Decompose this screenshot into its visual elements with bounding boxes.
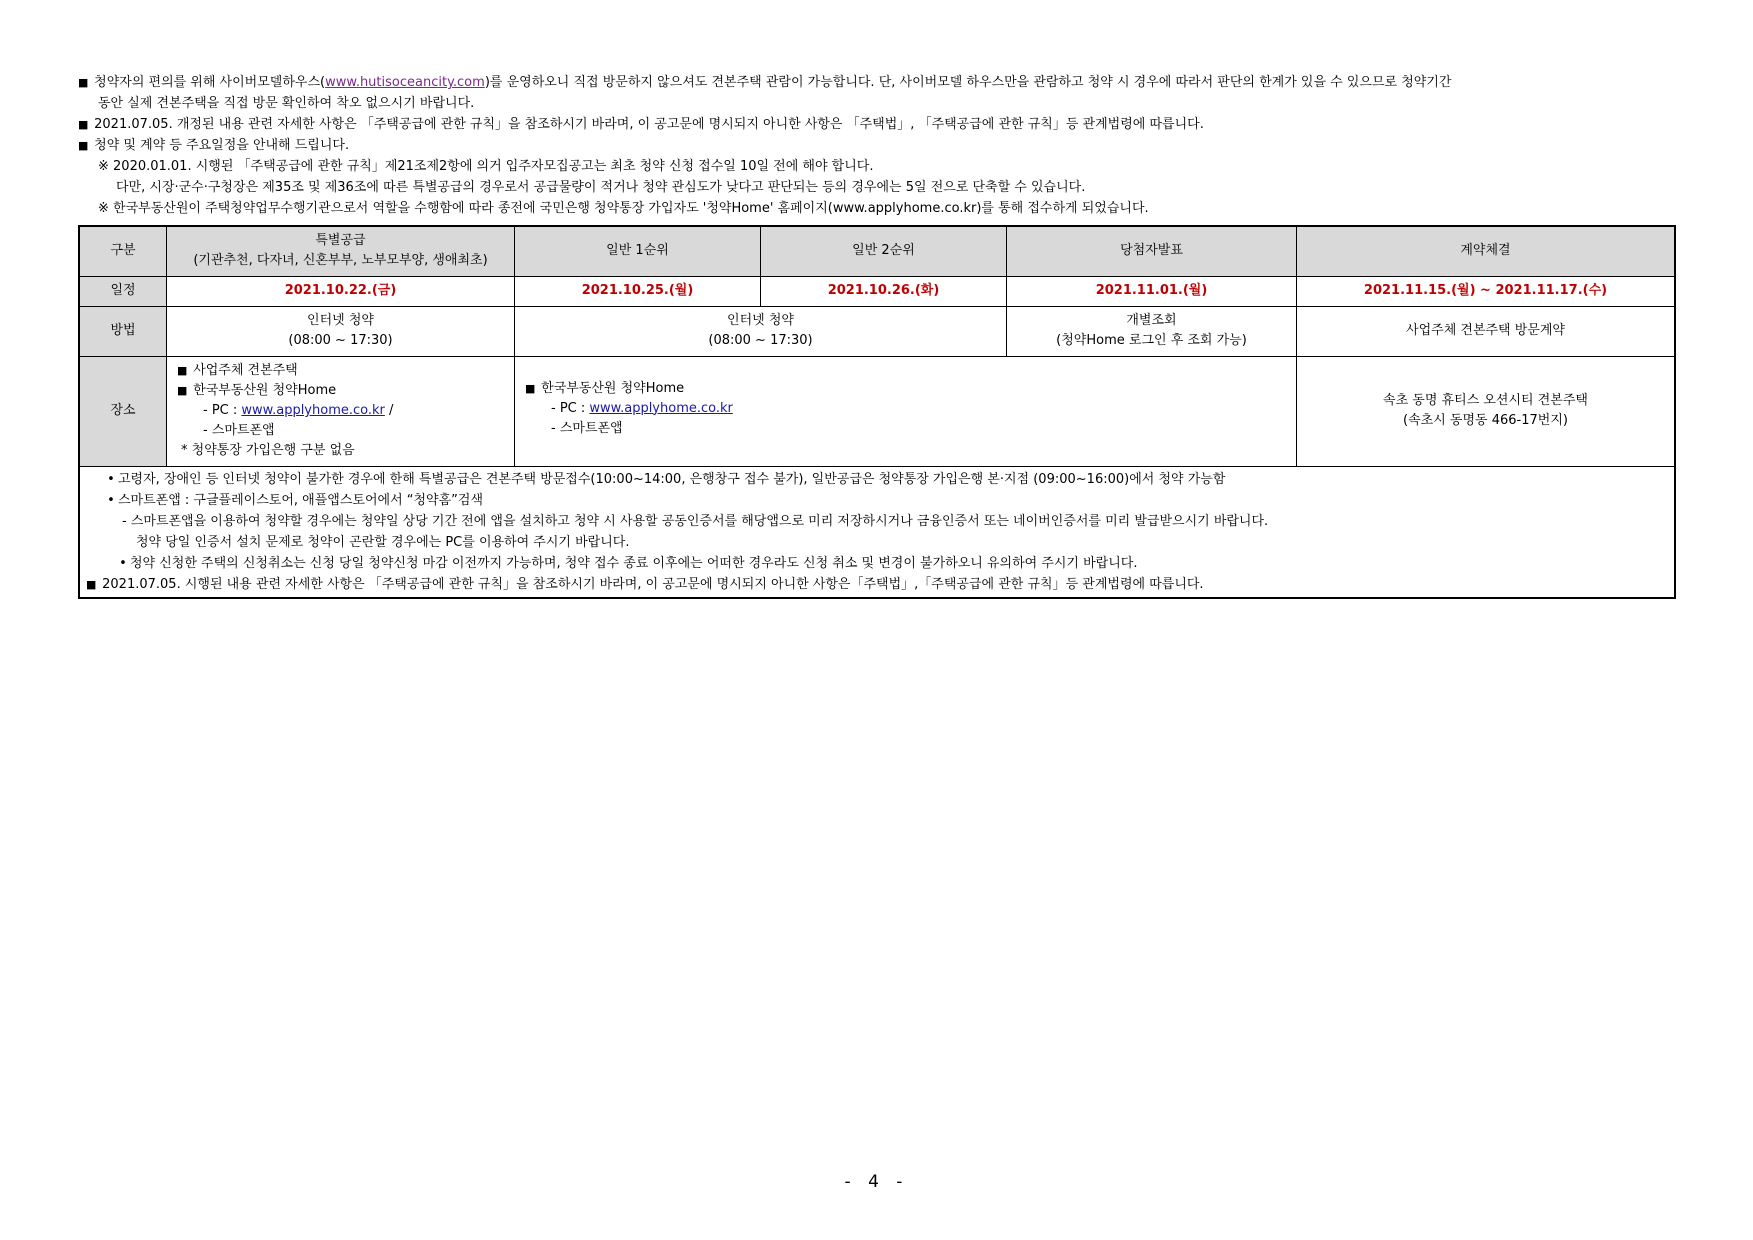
method-special (167, 306, 515, 356)
square-bullet-icon: ■ (78, 118, 89, 131)
place-contract-address: (속초시 동명동 466-17번지) (1403, 413, 1568, 428)
intro-text: 청약 및 계약 등 주요일정을 안내해 드립니다. (94, 138, 350, 153)
header-category: 구분 (79, 226, 167, 276)
applyhome-link[interactable]: www.applyhome.co.kr (589, 400, 733, 416)
square-bullet-icon: ■ (86, 577, 97, 591)
square-bullet-icon: ■ (525, 381, 536, 395)
table-row-place (79, 356, 1675, 466)
table-row-method (79, 306, 1675, 356)
place-text: 사업주체 견본주택 (193, 363, 298, 378)
intro-line-6: 다만, 시장·군수·구청장은 제35조 및 제36조에 따른 특별공급의 경우로서 공급물량이 적거나 청약 관심도가 낮다고 판단되는 등의 경우에는 5일 전으로 단축할 수 있습니다. (116, 180, 1086, 195)
intro-line-7: ※ 한국부동산원이 주택청약업무수행기관으로서 역할을 수행함에 따라 종전에 국민은행 청약통장 가입자도 '청약Home' 홈페이지(www.applyhome.co.kr)를 통해 접수하게 되었습니다. (98, 201, 1149, 216)
dot-bullet-icon: • (119, 555, 127, 571)
intro-line-1 (78, 72, 1676, 93)
table-row-notes (79, 466, 1675, 598)
intro-text: 청약자의 편의를 위해 사이버모델하우스( (94, 75, 326, 90)
date-special: 2021.10.22.(금) (167, 276, 515, 306)
row-label-schedule: 일정 (79, 276, 167, 306)
note-text: 스마트폰앱 : 구글플레이스토어, 애플앱스토어에서 “청약홈”검색 (118, 492, 484, 508)
row-label-place: 장소 (79, 356, 167, 466)
square-bullet-icon: ■ (78, 76, 89, 89)
note-item (94, 469, 1668, 490)
note-text: 2021.07.05. 시행된 내용 관련 자세한 사항은 「주택공급에 관한 규칙」을 참조하시기 바라며, 이 공고문에 명시되지 아니한 사항은「주택법」,「주택공급에 관한 규칙」등 관계법령에 따릅니다. (102, 576, 1204, 592)
method-announce-text: 개별조회 (1126, 313, 1177, 328)
note-item (94, 490, 1668, 511)
place-contract (1297, 356, 1676, 466)
place-contract-name: 속초 동명 휴티스 오션시티 견본주택 (1383, 393, 1588, 408)
date-rank2: 2021.10.26.(화) (761, 276, 1007, 306)
row-label-method: 방법 (79, 306, 167, 356)
place-general (515, 356, 1297, 466)
method-special-hours: (08:00 ~ 17:30) (288, 333, 393, 348)
page-number: - 4 - (844, 1172, 909, 1192)
header-contract: 계약체결 (1297, 226, 1676, 276)
applyhome-link[interactable]: www.applyhome.co.kr (241, 403, 385, 418)
dot-bullet-icon: • (107, 492, 115, 508)
place-special-item (177, 381, 508, 401)
place-special-app: - 스마트폰앱 (203, 423, 275, 438)
place-special-item (177, 361, 508, 381)
place-special-note: * 청약통장 가입은행 구분 없음 (181, 443, 355, 458)
date-contract: 2021.11.15.(월) ~ 2021.11.17.(수) (1297, 276, 1676, 306)
header-announcement: 당첨자발표 (1007, 226, 1297, 276)
place-text: 한국부동산원 청약Home (193, 383, 337, 398)
header-general-rank2: 일반 2순위 (761, 226, 1007, 276)
note-text: 고령자, 장애인 등 인터넷 청약이 불가한 경우에 한해 특별공급은 견본주택 방문접수(10:00~14:00, 은행창구 접수 불가), 일반공급은 청약통장 가입은행 본·지점 (09:00~16:00)에서 청약 가능함 (118, 471, 1226, 487)
method-special-text: 인터넷 청약 (307, 313, 374, 328)
header-general-rank1: 일반 1순위 (515, 226, 761, 276)
date-announcement: 2021.11.01.(월) (1007, 276, 1297, 306)
cyber-modelhouse-link[interactable]: www.hutisoceancity.com (325, 75, 485, 90)
note-item: - 스마트폰앱을 이용하여 청약할 경우에는 청약일 상당 기간 전에 앱을 설치하고 청약 시 사용할 공동인증서를 해당앱으로 미리 저장하시거나 금융인증서 또는 네이버인증서를 미리 발급받으시기 바랍니다. (122, 513, 1269, 529)
method-announcement (1007, 306, 1297, 356)
note-item (86, 574, 1668, 595)
intro-line-4 (78, 135, 1676, 156)
square-bullet-icon: ■ (177, 364, 188, 377)
schedule-table (78, 225, 1676, 599)
square-bullet-icon: ■ (78, 139, 89, 152)
header-special-supply (167, 226, 515, 276)
notice-page (78, 72, 1676, 599)
place-general-app: - 스마트폰앱 (551, 420, 623, 436)
square-bullet-icon: ■ (177, 384, 188, 397)
date-rank1: 2021.10.25.(월) (515, 276, 761, 306)
place-text: 한국부동산원 청약Home (541, 380, 685, 396)
note-item: 청약 당일 인증서 설치 문제로 청약이 곤란할 경우에는 PC를 이용하여 주시기 바랍니다. (136, 534, 630, 550)
method-general (515, 306, 1007, 356)
header-special-sub: (기관추천, 다자녀, 신혼부부, 노부모부양, 생애최초) (193, 253, 488, 269)
dot-bullet-icon: • (107, 471, 115, 487)
header-special-title: 특별공급 (315, 233, 366, 249)
place-text: - PC : (203, 403, 242, 418)
place-general-item (525, 379, 1290, 399)
method-contract: 사업주체 견본주택 방문계약 (1297, 306, 1676, 356)
table-header-row (79, 226, 1675, 276)
place-text: - PC : (551, 400, 590, 416)
intro-line-3 (78, 114, 1676, 135)
place-text: / (384, 403, 394, 418)
place-general-pc (525, 399, 1290, 419)
method-general-text: 인터넷 청약 (727, 313, 794, 328)
intro-line-5: ※ 2020.01.01. 시행된 「주택공급에 관한 규칙」제21조제2항에 의거 입주자모집공고는 최초 청약 신청 접수일 10일 전에 해야 합니다. (98, 159, 874, 174)
method-announce-sub: (청약Home 로그인 후 조회 가능) (1056, 333, 1247, 348)
note-item (94, 553, 1668, 574)
place-special (167, 356, 515, 466)
intro-text: 2021.07.05. 개정된 내용 관련 자세한 사항은 「주택공급에 관한 규칙」을 참조하시기 바라며, 이 공고문에 명시되지 아니한 사항은 「주택법」, 「주택공급에 관한 규칙」등 관계법령에 따릅니다. (94, 117, 1204, 132)
intro-line-2: 동안 실제 견본주택을 직접 방문 확인하여 착오 없으시기 바랍니다. (98, 96, 475, 111)
notes-cell (79, 466, 1675, 598)
place-special-pc (177, 401, 508, 421)
intro-text: )를 운영하오니 직접 방문하지 않으셔도 견본주택 관람이 가능합니다. 단, 사이버모델 하우스만을 관람하고 청약 시 경우에 따라서 판단의 한계가 있을 수 있으므로 청약기간 (484, 75, 1452, 90)
note-text: 청약 신청한 주택의 신청취소는 신청 당일 청약신청 마감 이전까지 가능하며, 청약 접수 종료 이후에는 어떠한 경우라도 신청 취소 및 변경이 불가하오니 유의하여 주시기 바랍니다. (130, 555, 1138, 571)
table-row-schedule (79, 276, 1675, 306)
method-general-hours: (08:00 ~ 17:30) (708, 333, 813, 348)
